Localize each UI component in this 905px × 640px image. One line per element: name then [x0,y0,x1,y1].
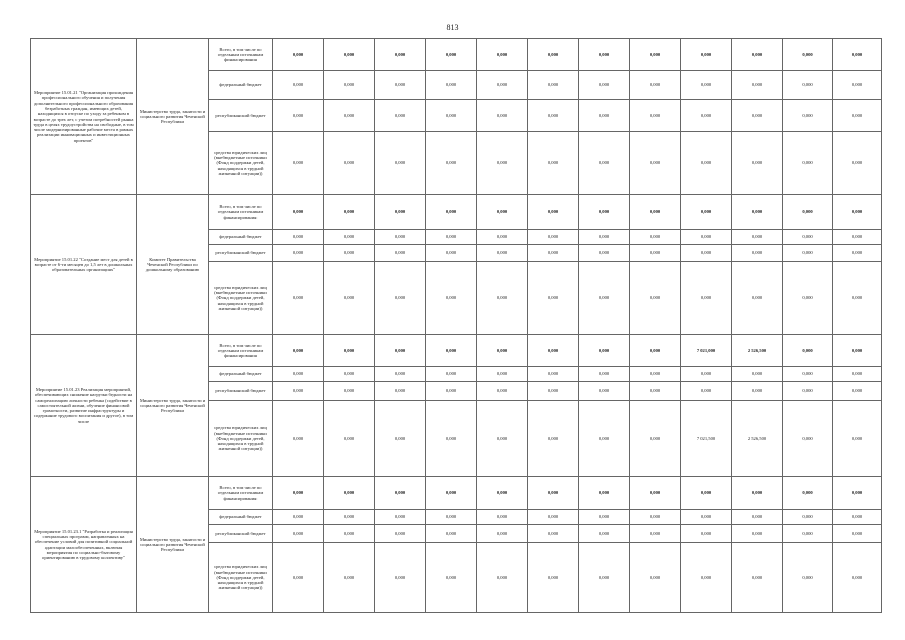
value-cell: 2 526,500 [732,401,783,477]
value-cell: 0,000 [630,477,681,510]
value-cell: 0,000 [732,39,783,71]
value-cell: 0,000 [579,245,630,262]
value-cell: 0,000 [579,132,630,195]
value-cell: 0,000 [426,477,477,510]
value-cell: 0,000 [630,71,681,100]
value-cell: 0,000 [732,262,783,335]
value-cell: 0,000 [833,195,882,230]
value-cell: 0,000 [681,477,732,510]
value-cell: 0,000 [833,100,882,132]
value-cell: 0,000 [375,382,426,401]
event-name: Мероприятие 15.01.23 Реализация мероприятий, обеспечивающих снижение нагрузки бедности на самореализацию личности ребенка (содействие в самостоятельной жизни, обучение финансовой грамотности, развитие инфраструктуры и содержание трудового воспитания и другое), в том числе [31,335,137,477]
value-cell: 0,000 [732,71,783,100]
value-cell: 0,000 [783,382,833,401]
value-cell: 0,000 [273,39,324,71]
value-cell: 0,000 [477,100,528,132]
value-cell: 0,000 [324,401,375,477]
value-cell: 0,000 [783,477,833,510]
total-row [31,477,882,510]
value-cell: 0,000 [273,230,324,245]
funding-source: федеральный бюджет [209,510,273,525]
value-cell: 0,000 [833,245,882,262]
value-cell: 0,000 [426,39,477,71]
value-cell: 0,000 [273,525,324,543]
value-cell: 0,000 [833,71,882,100]
funding-source: средства юридических лиц (внебюджетные источники (Фонд поддержки детей, находящихся в трудной жизненной ситуации)) [209,262,273,335]
value-cell: 0,000 [579,382,630,401]
value-cell: 0,000 [732,100,783,132]
value-cell: 0,000 [426,245,477,262]
value-cell: 0,000 [630,245,681,262]
value-cell: 0,000 [579,525,630,543]
value-cell: 0,000 [681,245,732,262]
value-cell: 0,000 [630,335,681,367]
value-cell: 0,000 [833,525,882,543]
value-cell: 0,000 [630,543,681,613]
value-cell: 0,000 [324,477,375,510]
value-cell: 0,000 [528,510,579,525]
value-cell: 0,000 [426,543,477,613]
value-cell: 2 526,500 [732,335,783,367]
value-cell: 0,000 [681,71,732,100]
value-cell: 0,000 [273,245,324,262]
executor-name: Министерство труда, занятости и социального развития Чеченской Республики [137,335,209,477]
value-cell: 0,000 [528,401,579,477]
value-cell: 0,000 [324,382,375,401]
value-cell: 0,000 [324,367,375,382]
value-cell: 0,000 [324,335,375,367]
event-name: Мероприятие 15.01.22 "Создание мест для детей в возрасте от 6-ти месяцев до 1,5 лет в дошкольных образовательных организациях" [31,195,137,335]
value-cell: 0,000 [477,195,528,230]
funding-source: федеральный бюджет [209,71,273,100]
value-cell: 0,000 [528,245,579,262]
value-cell: 0,000 [630,262,681,335]
value-cell: 0,000 [783,525,833,543]
value-cell: 0,000 [732,543,783,613]
value-cell: 0,000 [681,230,732,245]
value-cell: 0,000 [630,510,681,525]
value-cell: 0,000 [579,39,630,71]
value-cell: 0,000 [273,543,324,613]
value-cell: 0,000 [477,477,528,510]
funding-source: республиканский бюджет [209,245,273,262]
value-cell: 0,000 [324,71,375,100]
value-cell: 0,000 [833,477,882,510]
value-cell: 0,000 [324,195,375,230]
value-cell: 0,000 [732,477,783,510]
value-cell: 0,000 [477,401,528,477]
value-cell: 0,000 [630,382,681,401]
value-cell: 0,000 [477,39,528,71]
executor-name: Министерство труда, занятости и социального развития Чеченской Республики [137,39,209,195]
value-cell: 0,000 [579,367,630,382]
funding-source: федеральный бюджет [209,367,273,382]
value-cell: 0,000 [273,262,324,335]
value-cell: 0,000 [477,230,528,245]
value-cell: 0,000 [426,510,477,525]
value-cell: 0,000 [681,39,732,71]
value-cell: 0,000 [477,335,528,367]
value-cell: 0,000 [833,262,882,335]
value-cell: 0,000 [783,195,833,230]
value-cell: 0,000 [273,401,324,477]
value-cell: 0,000 [528,477,579,510]
value-cell: 0,000 [273,335,324,367]
funding-source: средства юридических лиц (внебюджетные источники (Фонд поддержки детей, находящихся в трудной жизненной ситуации)) [209,543,273,613]
value-cell: 0,000 [324,525,375,543]
value-cell: 0,000 [579,100,630,132]
value-cell: 0,000 [579,477,630,510]
funding-source: средства юридических лиц (внебюджетные источники (Фонд поддержки детей, находящихся в трудной жизненной ситуации)) [209,132,273,195]
value-cell: 0,000 [324,100,375,132]
event-name: Мероприятие 15.01.23.1 "Разработка и реализация специальных программ, направленных на обеспечение условий для позитивной социальной адаптации малообеспеченных, включая мероприятия по социально-бытовому ориентированию в трудовому коллективу" [31,477,137,613]
value-cell: 0,000 [528,195,579,230]
value-cell: 0,000 [630,39,681,71]
value-cell: 0,000 [681,510,732,525]
value-cell: 0,000 [579,543,630,613]
value-cell: 0,000 [426,525,477,543]
value-cell: 0,000 [375,543,426,613]
value-cell: 0,000 [375,525,426,543]
value-cell: 0,000 [732,195,783,230]
value-cell: 0,000 [528,382,579,401]
value-cell: 0,000 [477,367,528,382]
executor-name: Министерство труда, занятости и социального развития Чеченской Республики [137,477,209,613]
value-cell: 0,000 [630,195,681,230]
funding-source: республиканский бюджет [209,100,273,132]
value-cell: 0,000 [426,132,477,195]
value-cell: 0,000 [477,382,528,401]
value-cell: 0,000 [375,230,426,245]
value-cell: 0,000 [630,367,681,382]
value-cell: 7 021,000 [681,335,732,367]
value-cell: 0,000 [833,382,882,401]
value-cell: 0,000 [681,100,732,132]
value-cell: 0,000 [375,195,426,230]
financing-table [30,38,882,613]
funding-source: Всего, в том числе по отдельным источникам финансирования [209,39,273,71]
value-cell: 0,000 [732,382,783,401]
value-cell: 0,000 [732,245,783,262]
value-cell: 0,000 [375,100,426,132]
value-cell: 0,000 [273,100,324,132]
value-cell: 0,000 [681,262,732,335]
value-cell: 0,000 [579,71,630,100]
value-cell: 0,000 [528,100,579,132]
value-cell: 0,000 [324,510,375,525]
value-cell: 0,000 [579,262,630,335]
value-cell: 0,000 [324,132,375,195]
value-cell: 0,000 [426,262,477,335]
value-cell: 0,000 [324,245,375,262]
funding-source: республиканский бюджет [209,525,273,543]
value-cell: 0,000 [630,230,681,245]
value-cell: 0,000 [477,132,528,195]
value-cell: 0,000 [324,39,375,71]
value-cell: 0,000 [783,39,833,71]
value-cell: 0,000 [681,195,732,230]
value-cell: 0,000 [375,245,426,262]
value-cell: 0,000 [579,230,630,245]
value-cell: 0,000 [375,335,426,367]
value-cell: 0,000 [528,525,579,543]
value-cell: 0,000 [681,525,732,543]
value-cell: 0,000 [426,401,477,477]
total-row [31,195,882,230]
value-cell: 0,000 [273,382,324,401]
value-cell: 0,000 [528,543,579,613]
value-cell: 0,000 [783,367,833,382]
value-cell: 0,000 [477,262,528,335]
value-cell: 0,000 [783,401,833,477]
value-cell: 0,000 [426,382,477,401]
value-cell: 0,000 [783,100,833,132]
value-cell: 0,000 [783,335,833,367]
value-cell: 0,000 [375,71,426,100]
event-name: Мероприятие 15.01.21 "Организация прохождения профессионального обучения и получения дополнительного профессионального образования безработных граждан, имеющих детей, находящихся в отпуске по уходу за ребенком в возрасте до трех лет, с учетом потребностей рынка труда в целях трудоустройства на свободные, в том числе модернизированные рабочие места в рамках реализации инновационных и инвестиционных проектов" [31,39,137,195]
value-cell: 0,000 [477,510,528,525]
value-cell: 0,000 [273,71,324,100]
value-cell: 0,000 [783,71,833,100]
value-cell: 0,000 [426,230,477,245]
value-cell: 0,000 [630,132,681,195]
value-cell: 0,000 [783,230,833,245]
total-row [31,335,882,367]
total-row [31,39,882,71]
value-cell: 0,000 [681,132,732,195]
value-cell: 0,000 [833,230,882,245]
value-cell: 0,000 [477,71,528,100]
value-cell: 0,000 [681,367,732,382]
value-cell: 0,000 [375,510,426,525]
value-cell: 0,000 [681,543,732,613]
value-cell: 0,000 [630,100,681,132]
value-cell: 0,000 [324,230,375,245]
value-cell: 0,000 [273,477,324,510]
value-cell: 0,000 [528,132,579,195]
value-cell: 0,000 [833,510,882,525]
value-cell: 0,000 [833,543,882,613]
value-cell: 7 021,500 [681,401,732,477]
funding-source: федеральный бюджет [209,230,273,245]
value-cell: 0,000 [528,230,579,245]
value-cell: 0,000 [833,367,882,382]
value-cell: 0,000 [833,335,882,367]
value-cell: 0,000 [426,367,477,382]
value-cell: 0,000 [528,39,579,71]
value-cell: 0,000 [375,401,426,477]
value-cell: 0,000 [681,382,732,401]
value-cell: 0,000 [426,100,477,132]
value-cell: 0,000 [324,543,375,613]
value-cell: 0,000 [732,525,783,543]
value-cell: 0,000 [375,39,426,71]
value-cell: 0,000 [477,525,528,543]
value-cell: 0,000 [579,401,630,477]
value-cell: 0,000 [426,335,477,367]
value-cell: 0,000 [630,401,681,477]
value-cell: 0,000 [579,335,630,367]
funding-source: Всего, в том числе по отдельным источникам финансирования: [209,477,273,510]
value-cell: 0,000 [833,132,882,195]
value-cell: 0,000 [273,367,324,382]
value-cell: 0,000 [833,39,882,71]
funding-source: республиканский бюджет [209,382,273,401]
value-cell: 0,000 [273,195,324,230]
value-cell: 0,000 [375,477,426,510]
value-cell: 0,000 [783,543,833,613]
value-cell: 0,000 [579,195,630,230]
funding-source: средства юридических лиц (внебюджетные источники (Фонд поддержки детей, находящихся в трудной жизненной ситуации)) [209,401,273,477]
value-cell: 0,000 [375,262,426,335]
value-cell: 0,000 [528,262,579,335]
value-cell: 0,000 [783,132,833,195]
value-cell: 0,000 [477,245,528,262]
page-number: 813 [446,23,459,32]
value-cell: 0,000 [783,262,833,335]
value-cell: 0,000 [630,525,681,543]
executor-name: Комитет Правительства Чеченской Республики по дошкольному образованию [137,195,209,335]
value-cell: 0,000 [783,245,833,262]
value-cell: 0,000 [579,510,630,525]
value-cell: 0,000 [783,510,833,525]
value-cell: 0,000 [375,367,426,382]
value-cell: 0,000 [528,335,579,367]
funding-source: Всего, в том числе по отдельным источникам финансирования: [209,195,273,230]
value-cell: 0,000 [477,543,528,613]
value-cell: 0,000 [732,510,783,525]
funding-source: Всего, в том числе по отдельным источникам финансирования [209,335,273,367]
value-cell: 0,000 [375,132,426,195]
value-cell: 0,000 [273,510,324,525]
value-cell: 0,000 [528,367,579,382]
value-cell: 0,000 [528,71,579,100]
value-cell: 0,000 [426,71,477,100]
value-cell: 0,000 [732,132,783,195]
value-cell: 0,000 [732,367,783,382]
value-cell: 0,000 [732,230,783,245]
value-cell: 0,000 [833,401,882,477]
value-cell: 0,000 [426,195,477,230]
value-cell: 0,000 [273,132,324,195]
value-cell: 0,000 [324,262,375,335]
